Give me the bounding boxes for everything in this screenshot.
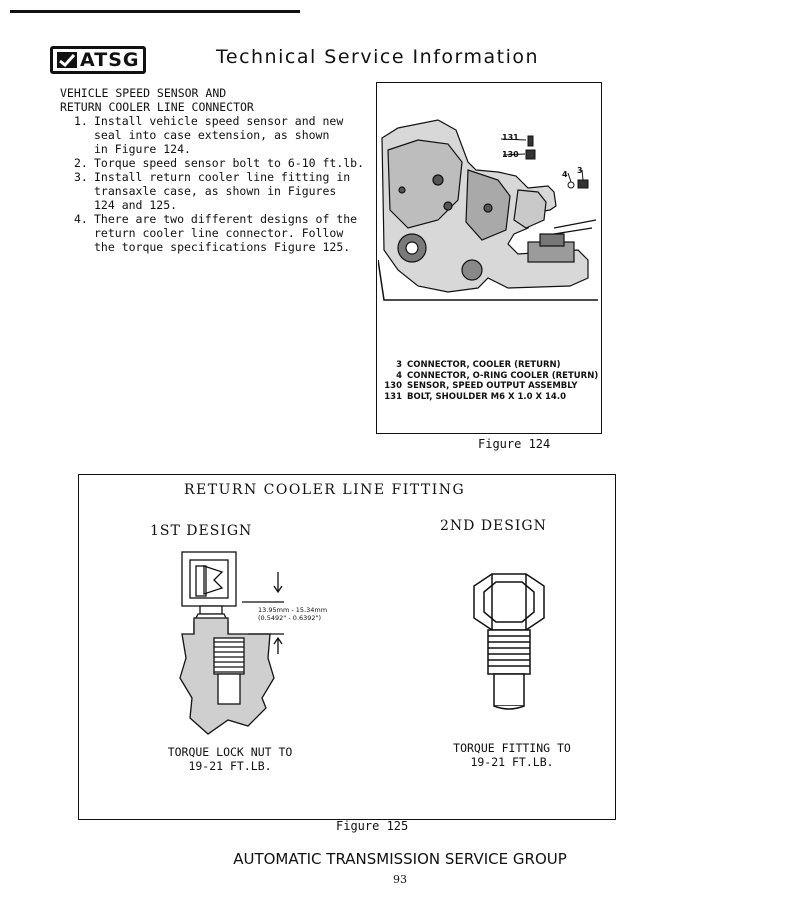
step-number: 4. — [74, 212, 88, 226]
dimension-label — [258, 606, 327, 622]
figure-124-caption: Figure 124 — [478, 437, 551, 451]
legend-text: CONNECTOR, COOLER (RETURN) — [407, 360, 561, 370]
design-1-heading: 1ST DESIGN — [150, 523, 253, 539]
design-2-torque — [432, 741, 592, 769]
step-text: the torque specifications Figure 125. — [94, 240, 351, 254]
intro-heading — [60, 86, 254, 114]
step-text: return cooler line connector. Follow — [94, 226, 344, 240]
step-1 — [74, 114, 374, 156]
step-text: There are two different designs of the — [94, 212, 358, 226]
steps-list — [74, 114, 374, 254]
footer-org: AUTOMATIC TRANSMISSION SERVICE GROUP — [233, 850, 567, 868]
step-text: Torque speed sensor bolt to 6-10 ft.lb. — [94, 156, 365, 170]
step-4 — [74, 212, 374, 254]
logo-text: ATSG — [80, 49, 140, 71]
step-text: Install return cooler line fitting in — [94, 170, 351, 184]
legend-row — [384, 371, 598, 382]
step-text: 124 and 125. — [94, 198, 178, 212]
legend-number: 3 — [396, 360, 402, 370]
torque-line: 19-21 FT.LB. — [470, 755, 554, 769]
intro-line: VEHICLE SPEED SENSOR AND — [60, 86, 227, 100]
legend-text: SENSOR, SPEED OUTPUT ASSEMBLY — [407, 381, 578, 391]
legend-text: CONNECTOR, O-RING COOLER (RETURN) — [407, 370, 599, 381]
torque-line: TORQUE LOCK NUT TO — [167, 745, 293, 759]
step-text: seal into case extension, as shown — [94, 128, 330, 142]
figure-125-caption: Figure 125 — [336, 819, 409, 833]
legend-number: 130 — [384, 381, 402, 391]
design-2-heading: 2ND DESIGN — [440, 518, 547, 534]
top-rule — [10, 10, 300, 13]
step-text: in Figure 124. — [94, 142, 191, 156]
torque-line: 19-21 FT.LB. — [188, 759, 272, 773]
legend-number: 131 — [384, 391, 402, 402]
step-number: 1. — [74, 114, 88, 128]
step-2 — [74, 156, 374, 170]
page-title: Technical Service Information — [216, 46, 540, 68]
step-text: Install vehicle speed sensor and new — [94, 114, 344, 128]
callout-131: 131 — [502, 133, 519, 142]
page-number: 93 — [393, 873, 407, 886]
torque-line: TORQUE FITTING TO — [453, 741, 571, 755]
legend-text: BOLT, SHOULDER M6 X 1.0 X 14.0 — [407, 391, 566, 402]
dimension-line: (0.5492" - 0.6392") — [258, 614, 322, 622]
step-3 — [74, 170, 374, 212]
figure-124-legend — [384, 360, 598, 402]
first-design-fitting-drawing — [178, 548, 288, 740]
figure-125-title: RETURN COOLER LINE FITTING — [184, 482, 466, 498]
second-design-fitting-drawing — [466, 572, 552, 712]
callout-130: 130 — [502, 150, 519, 159]
legend-row — [384, 360, 598, 371]
checkmark-icon — [57, 52, 77, 68]
step-text: transaxle case, as shown in Figures — [94, 184, 337, 198]
step-number: 2. — [74, 156, 88, 170]
step-number: 3. — [74, 170, 88, 184]
callout-3: 3 — [577, 166, 583, 175]
atsg-logo — [50, 46, 146, 74]
legend-row — [384, 392, 598, 403]
dimension-line: 13.95mm - 15.34mm — [258, 606, 328, 614]
intro-line: RETURN COOLER LINE CONNECTOR — [60, 100, 254, 114]
transaxle-illustration — [378, 110, 600, 315]
legend-row — [384, 381, 598, 392]
callout-4: 4 — [562, 170, 568, 179]
legend-number: 4 — [396, 370, 402, 381]
design-1-torque — [150, 745, 310, 773]
